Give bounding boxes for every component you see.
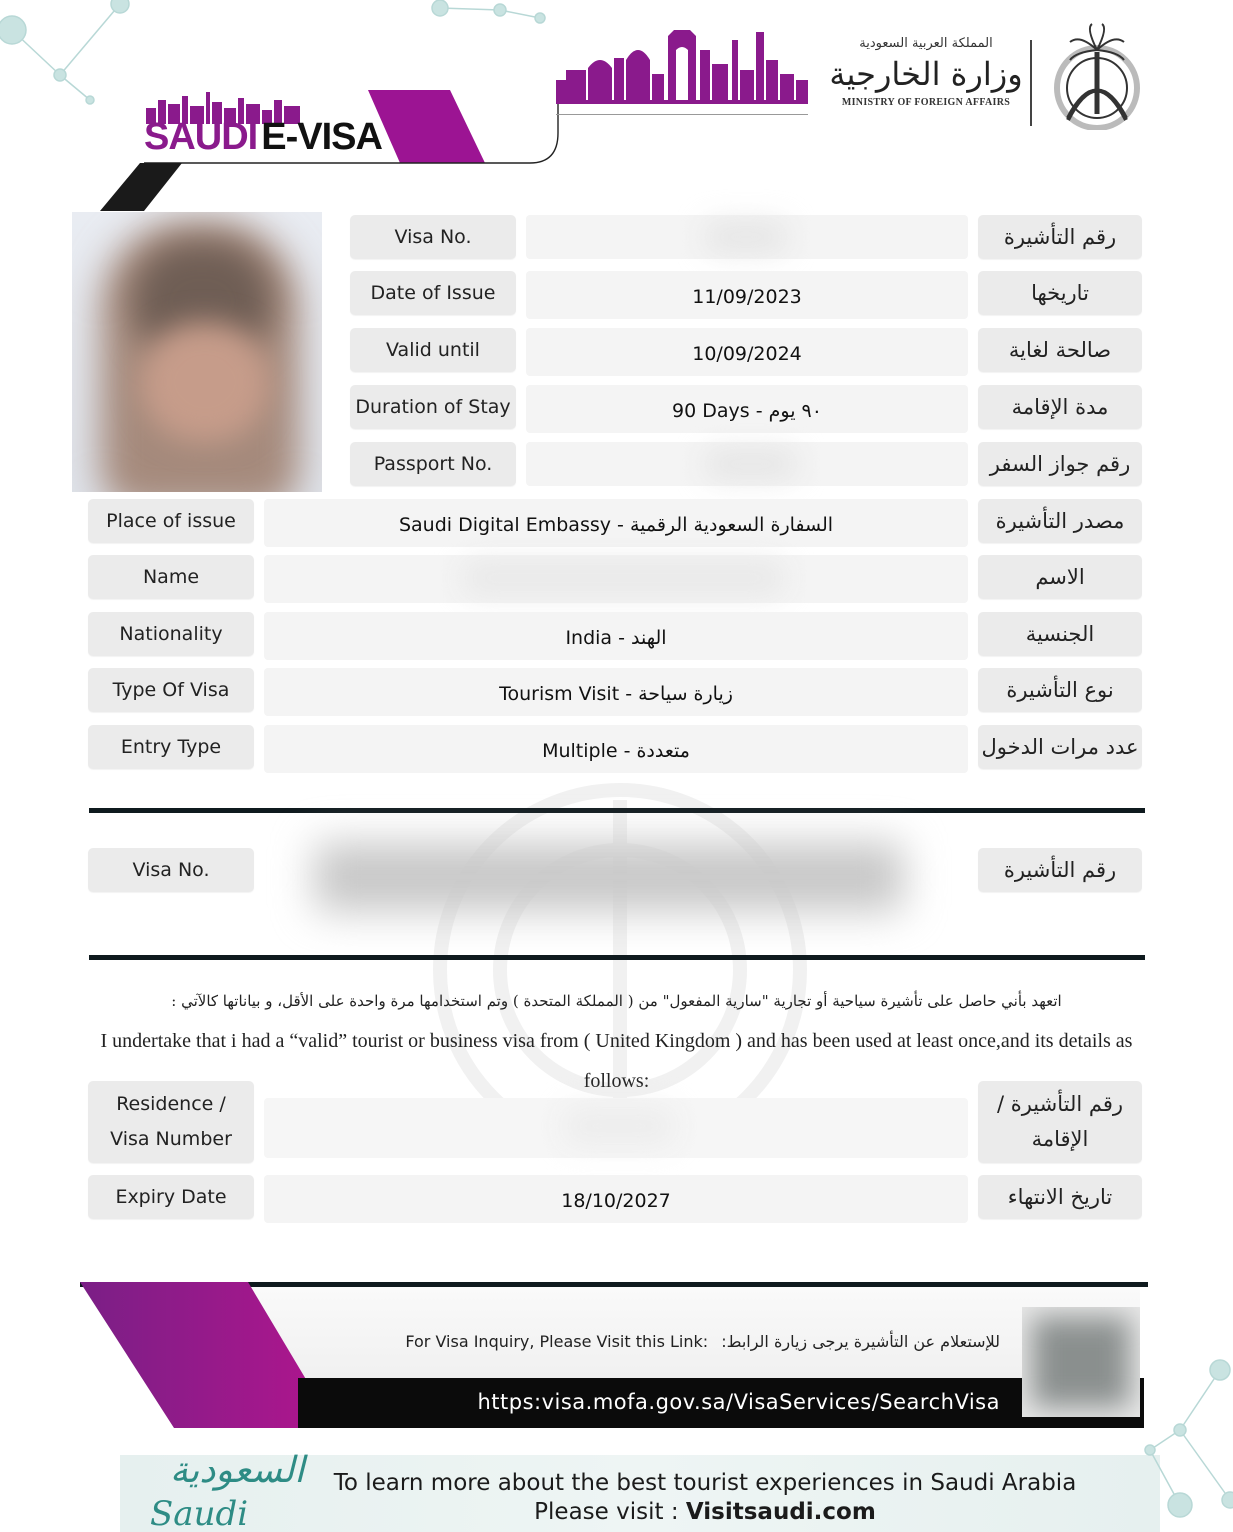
value-expiry: 18/10/2027 [264, 1175, 968, 1223]
label-visa-no-ar: رقم التأشيرة [978, 215, 1142, 259]
value-name [264, 555, 968, 603]
skyline-underline [556, 114, 808, 115]
ministry-en: MINISTRY OF FOREIGN AFFAIRS [841, 97, 1011, 108]
label-type-of-visa: Type Of Visa [88, 668, 254, 712]
label-visa-no-2-ar: رقم التأشيرة [978, 848, 1142, 892]
label-duration-ar: مدة الإقامة [978, 385, 1142, 429]
header-brand [100, 88, 560, 168]
visit-saudi-logo [140, 1450, 320, 1532]
value-visa-no [526, 215, 968, 259]
label-type-of-visa-ar: نوع التأشيرة [978, 668, 1142, 712]
promo-line1: To learn more about the best tourist experiences in Saudi Arabia [333, 1470, 1077, 1496]
label-entry-type-ar: عدد مرات الدخول [978, 725, 1142, 769]
label-nationality: Nationality [88, 612, 254, 656]
value-date-of-issue: 11/09/2023 [526, 271, 968, 319]
label-valid-until: Valid until [350, 328, 516, 372]
value-type-of-visa: Tourism Visit - زيارة سياحة [264, 668, 968, 716]
label-name-ar: الاسم [978, 555, 1142, 599]
label-place-of-issue-ar: مصدر التأشيرة [978, 499, 1142, 543]
section-divider-bottom [89, 955, 1145, 960]
label-passport-ar: رقم جواز السفر [978, 442, 1142, 486]
value-entry-type: Multiple - متعددة [264, 725, 968, 773]
label-entry-type: Entry Type [88, 725, 254, 769]
ministry-ar-main: وزارة الخارجية [829, 55, 1023, 93]
ministry-divider [1030, 40, 1032, 126]
redacted-visa-no [706, 223, 786, 251]
saudi-emblem-icon [1040, 22, 1155, 130]
redacted-visa-no-2 [314, 842, 904, 912]
label-place-of-issue: Place of issue [88, 499, 254, 543]
pledge-en-line2: follows: [583, 1070, 650, 1092]
label-passport: Passport No. [350, 442, 516, 486]
riyadh-skyline-icon [556, 30, 808, 114]
inquiry-text [380, 1332, 1000, 1351]
section-divider-top [89, 808, 1145, 813]
value-nationality: India - الهند [264, 612, 968, 660]
label-expiry-ar: تاريخ الانتهاء [978, 1175, 1142, 1219]
header-dark-slant [100, 163, 190, 211]
logo-en: Saudi [150, 1494, 249, 1532]
inquiry-en: For Visa Inquiry, Please Visit this Link: [405, 1332, 709, 1351]
label-date-of-issue-ar: تاريخها [978, 271, 1142, 315]
label-visa-no-2: Visa No. [88, 848, 254, 892]
ministry-block [826, 36, 1026, 128]
applicant-photo [72, 212, 322, 492]
value-visa-no-2 [264, 822, 968, 932]
label-name: Name [88, 555, 254, 599]
label-expiry: Expiry Date [88, 1175, 254, 1219]
redacted-residence [564, 1108, 674, 1144]
logo-ar: السعودية [170, 1450, 305, 1491]
inquiry-ar: للإستعلام عن التأشيرة يرجى زيارة الرابط: [721, 1332, 1000, 1351]
value-residence [264, 1098, 968, 1158]
brand-saudi: SAUDI [144, 116, 258, 158]
label-residence: Residence / Visa Number [88, 1081, 254, 1163]
label-nationality-ar: الجنسية [978, 612, 1142, 656]
ministry-ar-top: المملكة العربية السعودية [859, 36, 993, 51]
label-residence-ar: رقم التأشيرة / الإقامة [978, 1081, 1142, 1163]
redacted-passport [706, 450, 796, 478]
promo-line2 [330, 1499, 1080, 1525]
label-visa-no: Visa No. [350, 215, 516, 259]
label-date-of-issue: Date of Issue [350, 271, 516, 315]
value-place-of-issue: Saudi Digital Embassy - السفارة السعودية الرقمية [264, 499, 968, 547]
value-duration: 90 Days - ٩٠ يوم [526, 385, 968, 433]
label-valid-until-ar: صالحة لغاية [978, 328, 1142, 372]
inquiry-url-link[interactable]: https:visa.mofa.gov.sa/VisaServices/SearchVisa [477, 1390, 1000, 1414]
pledge-ar: اتعهد بأني حاصل على تأشيرة سياحية أو تجارية "سارية المفعول" من ( المملكة المتحدة ) وتم استخدامها مرة واحدة على الأقل، و بياناتها كالآتي : [171, 992, 1062, 1010]
pledge-en-line1: I undertake that i had a “valid” tourist or business visa from ( United Kingdom ) and has been used at least once,and its details as [100, 1030, 1133, 1052]
label-duration: Duration of Stay [350, 385, 516, 429]
redacted-name [464, 561, 784, 595]
promo-site-link[interactable]: Visitsaudi.com [685, 1499, 876, 1525]
brand-evisa: E-VISA [261, 116, 382, 158]
value-valid-until: 10/09/2024 [526, 328, 968, 376]
value-passport [526, 442, 968, 486]
promo-line2-prefix: Please visit : [534, 1499, 686, 1525]
